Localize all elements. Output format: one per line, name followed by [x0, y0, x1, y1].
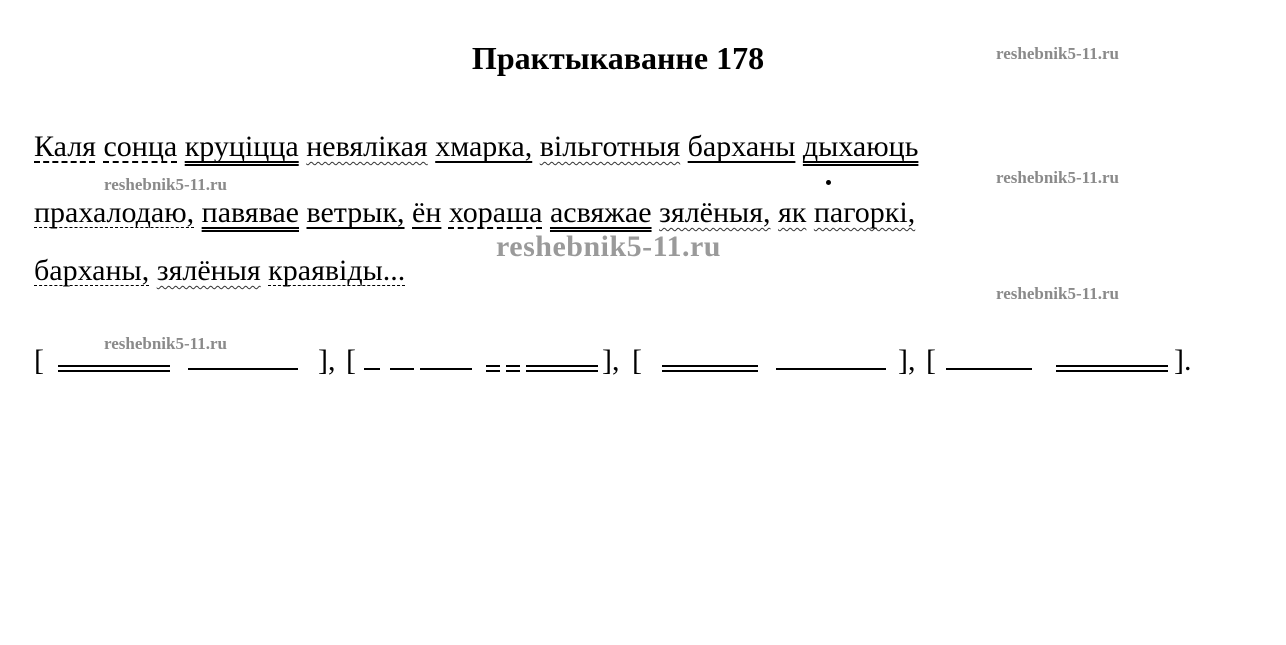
word: круціцца: [184, 130, 299, 163]
word: барханы: [687, 130, 796, 163]
watermark-scheme: reshebnik5-11.ru: [104, 334, 227, 353]
word: невялікая: [306, 130, 428, 163]
watermark-right-3: reshebnik5-11.ru: [996, 284, 1119, 303]
bracket-close: ],: [898, 344, 916, 377]
word: прахалодаю,: [34, 196, 195, 229]
word: павявае: [201, 196, 299, 229]
sentence-line-3: [34, 254, 405, 288]
word: зялёныя,: [659, 196, 771, 229]
word: Каля: [34, 130, 96, 163]
sentence-scheme: [34, 341, 1234, 381]
predicate-mark: [662, 365, 758, 372]
subject-mark: [776, 368, 886, 370]
dot-mark: [826, 180, 831, 185]
word: асвяжае: [549, 196, 652, 229]
bracket-open: [: [34, 344, 44, 377]
bracket-open: [: [632, 344, 642, 377]
sentence-line-1: [34, 130, 918, 164]
bracket-open: [: [926, 344, 936, 377]
predicate-mark: [58, 365, 170, 372]
subject-mark: [390, 368, 414, 370]
word: барханы,: [34, 254, 150, 287]
word: вільготныя: [539, 130, 681, 163]
word: дыхаюць: [802, 130, 919, 163]
page-title: Практыкаванне 178: [471, 40, 765, 76]
subject-mark: [364, 368, 380, 370]
predicate-mark: [506, 365, 520, 372]
sentence-line-2: [34, 196, 915, 230]
word: сонца: [103, 130, 178, 163]
bracket-close: ],: [318, 344, 336, 377]
watermark-left-1: reshebnik5-11.ru: [104, 175, 227, 194]
word: краявіды...: [268, 254, 406, 287]
predicate-mark: [526, 365, 598, 372]
watermark-top-right: reshebnik5-11.ru: [996, 44, 1119, 63]
subject-mark: [946, 368, 1032, 370]
bracket-open: [: [346, 344, 356, 377]
bracket-close: ].: [1174, 344, 1192, 377]
predicate-mark: [1056, 365, 1168, 372]
bracket-close: ],: [602, 344, 620, 377]
word: ветрык,: [306, 196, 405, 229]
subject-mark: [420, 368, 472, 370]
word: хораша: [448, 196, 543, 229]
predicate-mark: [486, 365, 500, 372]
word: зялёныя: [156, 254, 261, 287]
watermark-right-2: reshebnik5-11.ru: [996, 168, 1119, 187]
subject-mark: [188, 368, 298, 370]
word: ён: [412, 196, 442, 229]
word: хмарка,: [435, 130, 533, 163]
watermark-center: reshebnik5-11.ru: [496, 230, 721, 263]
word: пагоркі,: [813, 196, 916, 229]
word: як: [778, 196, 807, 229]
